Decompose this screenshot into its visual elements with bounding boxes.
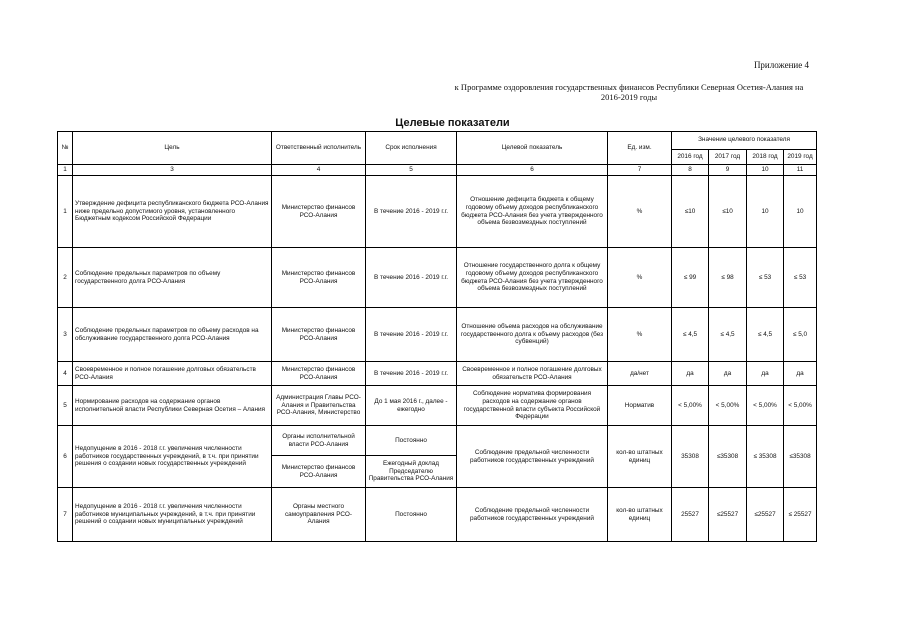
row-value: ≤ 25527 [784, 488, 817, 542]
row-goal: Утверждение дефицита республиканского бюджета РСО-Алания ниже предельно допустимого уровня, установленного Бюджетным кодексом Российской Федерации [73, 176, 272, 248]
header-goal: Цель [73, 132, 272, 165]
column-numbers-row [58, 165, 817, 176]
column-number: 8 [672, 165, 709, 176]
row-value: < 5,00% [747, 386, 784, 426]
row-value: 10 [747, 176, 784, 248]
row-value: ≤ 53 [784, 248, 817, 308]
column-number: 7 [608, 165, 672, 176]
table-row [58, 176, 817, 248]
row-value: ≤ 53 [747, 248, 784, 308]
row-num: 2 [58, 248, 73, 308]
row-value: ≤10 [672, 176, 709, 248]
row-value: 10 [784, 176, 817, 248]
row-value: 25527 [672, 488, 709, 542]
row-indicator: Своевременное и полное погашение долговых обязательств РСО-Алания [457, 362, 608, 386]
column-number: 1 [58, 165, 73, 176]
table-row [58, 426, 817, 456]
header-unit: Ед. изм. [608, 132, 672, 165]
row-unit: % [608, 176, 672, 248]
row-indicator: Отношение дефицита бюджета к общему годовому объему доходов республиканского бюджета РСО-Алания без учета утвержденного объема безвозмездных поступлений [457, 176, 608, 248]
row-term: В течение 2016 - 2019 г.г. [366, 176, 457, 248]
row-value: да [672, 362, 709, 386]
row-indicator: Соблюдение предельной численности работников государственных учреждений [457, 488, 608, 542]
row-responsible: Администрация Главы РСО-Алания и Правительства РСО-Алания, Министерство [272, 386, 366, 426]
row-value: да [747, 362, 784, 386]
row-responsible: Министерство финансов РСО-Алания [272, 362, 366, 386]
row-num: 5 [58, 386, 73, 426]
row-goal: Недопущение в 2016 - 2018 г.г. увеличения численности работников государственных учреждений, в т.ч. при принятии решения о создании новых государственных учреждений [73, 426, 272, 488]
row-responsible: Министерство финансов РСО-Алания [272, 308, 366, 362]
row-unit: кол-во штатных единиц [608, 488, 672, 542]
header-row [58, 132, 817, 150]
column-number: 5 [366, 165, 457, 176]
row-indicator: Соблюдение предельной численности работников государственных учреждений [457, 426, 608, 488]
column-number: 9 [709, 165, 747, 176]
row-responsible: Министерство финансов РСО-Алания [272, 456, 366, 488]
row-term: В течение 2016 - 2019 г.г. [366, 248, 457, 308]
table-row [58, 308, 817, 362]
appendix-label: Приложение 4 [753, 60, 809, 70]
table-row [58, 386, 817, 426]
row-value: да [709, 362, 747, 386]
row-unit: Норматив [608, 386, 672, 426]
document-subtitle: к Программе оздоровления государственных финансов Республики Северная Осетия-Алания на 2016-2019 годы [454, 82, 804, 102]
table-row [58, 248, 817, 308]
row-responsible: Министерство финансов РСО-Алания [272, 176, 366, 248]
row-value: ≤ 35308 [747, 426, 784, 488]
row-value: да [784, 362, 817, 386]
column-number: 3 [73, 165, 272, 176]
row-value: ≤ 4,5 [672, 308, 709, 362]
row-value: ≤ 99 [672, 248, 709, 308]
row-responsible: Органы местного самоуправления РСО-Алания [272, 488, 366, 542]
row-term: В течение 2016 - 2019 г.г. [366, 308, 457, 362]
header-year: 2017 год [709, 149, 747, 164]
column-number: 6 [457, 165, 608, 176]
header-year: 2018 год [747, 149, 784, 164]
table-row [58, 488, 817, 542]
row-unit: кол-во штатных единиц [608, 426, 672, 488]
column-number: 11 [784, 165, 817, 176]
header-term: Срок исполнения [366, 132, 457, 165]
header-year: 2019 год [784, 149, 817, 164]
row-indicator: Соблюдение норматива формирования расходов на содержание органов государственной власти субъекта Российской Федерации [457, 386, 608, 426]
row-term: В течение 2016 - 2019 г.г. [366, 362, 457, 386]
row-indicator: Отношение объема расходов на обслуживание государственного долга к объему расходов (без субвенций) [457, 308, 608, 362]
row-responsible: Органы исполнительной власти РСО-Алания [272, 426, 366, 456]
row-num: 1 [58, 176, 73, 248]
header-num: № [58, 132, 73, 165]
row-term: Постоянно [366, 426, 457, 456]
table-row [58, 362, 817, 386]
row-num: 3 [58, 308, 73, 362]
row-unit: % [608, 308, 672, 362]
row-value: ≤ 5,0 [784, 308, 817, 362]
row-value: ≤25527 [709, 488, 747, 542]
row-goal: Своевременное и полное погашение долговых обязательств РСО-Алания [73, 362, 272, 386]
indicators-table [57, 131, 817, 542]
row-value: 35308 [672, 426, 709, 488]
row-value: ≤ 4,5 [747, 308, 784, 362]
header-values-group: Значение целевого показателя [672, 132, 817, 150]
row-goal: Нормирование расходов на содержание органов исполнительной власти Республики Северная Осетия – Алания [73, 386, 272, 426]
row-value: ≤10 [709, 176, 747, 248]
row-goal: Недопущение в 2016 - 2018 г.г. увеличения численности работников муниципальных учреждений, в т.ч. при принятии решений о создании новых муниципальных учреждений [73, 488, 272, 542]
row-term: Ежегодный доклад Председателю Правительства РСО-Алания [366, 456, 457, 488]
column-number: 4 [272, 165, 366, 176]
header-indicator: Целевой показатель [457, 132, 608, 165]
table-heading: Целевые показатели [395, 117, 510, 129]
row-value: ≤ 98 [709, 248, 747, 308]
row-term: Постоянно [366, 488, 457, 542]
row-unit: да/нет [608, 362, 672, 386]
header-year: 2016 год [672, 149, 709, 164]
row-value: ≤35308 [709, 426, 747, 488]
row-value: < 5,00% [784, 386, 817, 426]
row-value: < 5,00% [672, 386, 709, 426]
row-indicator: Отношение государственного долга к общему годовому объему доходов республиканского бюджета РСО-Алания без учета утвержденного объема безвозмездных поступлений [457, 248, 608, 308]
row-value: ≤ 4,5 [709, 308, 747, 362]
row-goal: Соблюдение предельных параметров по объему расходов на обслуживание государственного долга РСО-Алания [73, 308, 272, 362]
column-number: 10 [747, 165, 784, 176]
header-responsible: Ответственный исполнитель [272, 132, 366, 165]
row-responsible: Министерство финансов РСО-Алания [272, 248, 366, 308]
row-value: ≤25527 [747, 488, 784, 542]
row-value: ≤35308 [784, 426, 817, 488]
row-term: До 1 мая 2016 г., далее - ежегодно [366, 386, 457, 426]
row-num: 4 [58, 362, 73, 386]
row-goal: Соблюдение предельных параметров по объему государственного долга РСО-Алания [73, 248, 272, 308]
row-unit: % [608, 248, 672, 308]
row-num: 6 [58, 426, 73, 488]
row-value: < 5,00% [709, 386, 747, 426]
row-num: 7 [58, 488, 73, 542]
